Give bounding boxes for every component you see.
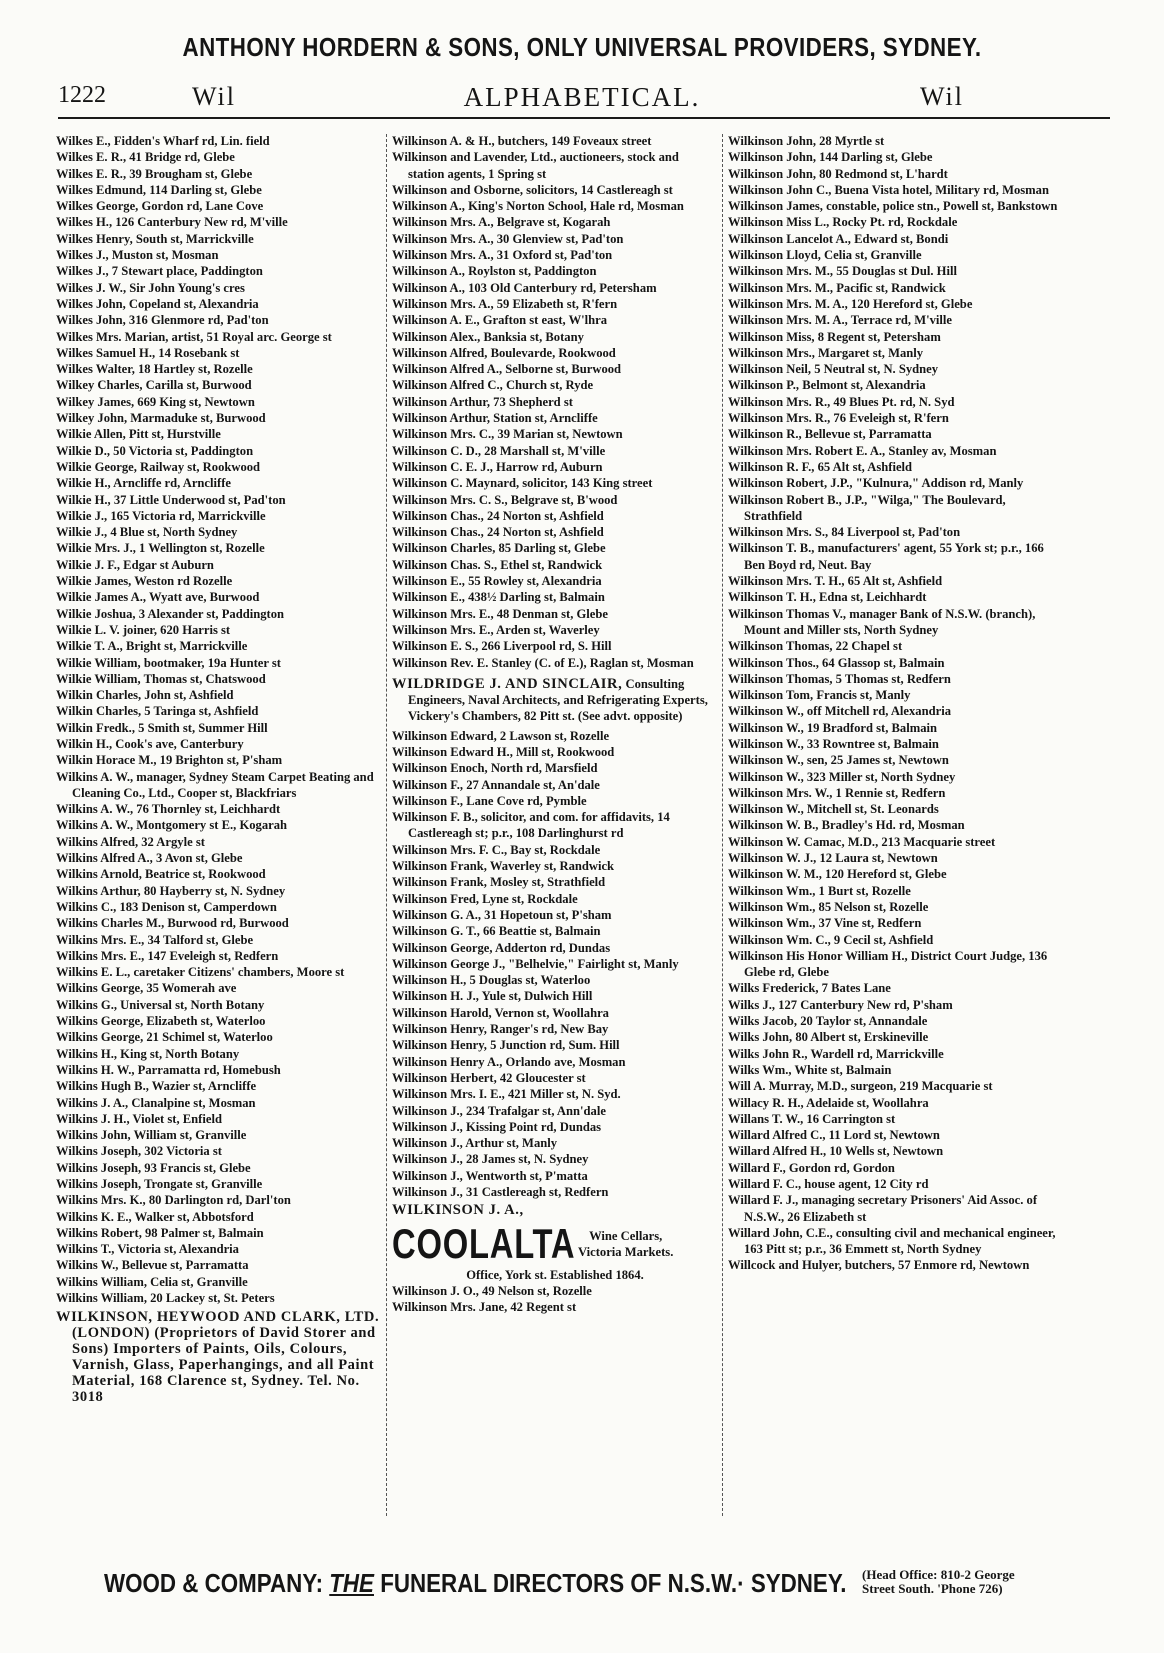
directory-entry: Wilkes Walter, 18 Hartley st, Rozelle xyxy=(56,362,253,377)
directory-entry: Wilkinson Edward, 2 Lawson st, Rozelle xyxy=(392,728,610,743)
directory-entry: Wilkinson J. O., 49 Nelson st, Rozelle xyxy=(392,1283,592,1298)
directory-entry: Wilkins William, 20 Lackey st, St. Peters xyxy=(56,1291,275,1306)
ad-side-line: Victoria Markets. xyxy=(578,1244,674,1259)
footer-advert xyxy=(0,1568,1164,1608)
directory-entry: Wilkie William, Thomas st, Chatswood xyxy=(56,671,266,686)
directory-entry: Wilkins A. W., manager, Sydney Steam Carpet Beating and Cleaning Co., Ltd., Cooper st, Blackfriars xyxy=(56,769,374,800)
directory-entry: Wilkinson Chas., 24 Norton st, Ashfield xyxy=(392,508,604,523)
directory-entry: Wilkinson Fred, Lyne st, Rockdale xyxy=(392,891,578,906)
directory-entry: Wilkey Charles, Carilla st, Burwood xyxy=(56,378,252,393)
directory-entry: Wilkinson Mrs. C., 39 Marian st, Newtown xyxy=(392,427,623,442)
directory-entry: Wilkinson Mrs., Margaret st, Manly xyxy=(728,345,924,360)
directory-entry: Wilkins George, Elizabeth st, Waterloo xyxy=(56,1014,266,1029)
directory-entry: Wilkinson Neil, 5 Neutral st, N. Sydney xyxy=(728,362,939,377)
directory-entry: Wilkinson Chas. S., Ethel st, Randwick xyxy=(392,557,603,572)
feature-name: WILDRIDGE J. AND SINCLAIR, xyxy=(392,675,623,692)
header-rule xyxy=(58,117,1110,119)
directory-entry: Wilkins Joseph, 302 Victoria st xyxy=(56,1144,222,1159)
directory-entry: Wilkinson A., King's Norton School, Hale rd, Mosman xyxy=(392,199,684,214)
directory-entry: Wilkie George, Railway st, Rookwood xyxy=(56,459,261,474)
column-divider xyxy=(722,134,724,1516)
directory-entry: Wilkinson Miss, 8 Regent st, Petersham xyxy=(728,329,941,344)
directory-entry: Wilkie H., Arncliffe rd, Arncliffe xyxy=(56,476,232,491)
directory-entry: Wilkinson Thomas, 22 Chapel st xyxy=(728,639,903,654)
column-3 xyxy=(728,133,1064,1525)
directory-entry: Wilkinson Henry, 5 Junction rd, Sum. Hill xyxy=(392,1038,620,1053)
directory-entry: Wilkin Horace M., 19 Brighton st, P'sham xyxy=(56,753,283,768)
directory-entry: Wilkinson H. J., Yule st, Dulwich Hill xyxy=(392,989,593,1004)
column-divider xyxy=(386,134,388,1516)
directory-entry: Wilkins Alfred A., 3 Avon st, Glebe xyxy=(56,851,243,866)
directory-entry: Wilkie James A., Wyatt ave, Burwood xyxy=(56,590,260,605)
directory-entry: Wilkes George, Gordon rd, Lane Cove xyxy=(56,199,264,214)
directory-entry: Wilkie T. A., Bright st, Marrickville xyxy=(56,639,248,654)
directory-entry: Wilkey James, 669 King st, Newtown xyxy=(56,394,255,409)
directory-entry: Wilkinson Mrs. A., 30 Glenview st, Pad'ton xyxy=(392,231,624,246)
directory-list xyxy=(56,133,382,1306)
directory-entry: Wilkins William, Celia st, Granville xyxy=(56,1274,248,1289)
directory-entry: Wilkinson A. & H., butchers, 149 Foveaux street xyxy=(392,134,652,148)
ad-side-line: Wine Cellars, xyxy=(589,1228,663,1243)
directory-entry: Wilkie William, bootmaker, 19a Hunter st xyxy=(56,655,281,670)
directory-entry: Wilkinson Robert, J.P., "Kulnura," Addison rd, Manly xyxy=(728,476,1024,491)
directory-entry: Wilkinson Mrs. C. S., Belgrave st, B'wood xyxy=(392,492,618,507)
directory-entry: Wilks Frederick, 7 Bates Lane xyxy=(728,981,891,996)
directory-entry: Wilkes E., Fidden's Wharf rd, Lin. field xyxy=(56,134,270,148)
directory-entry: Wilkinson T. B., manufacturers' agent, 55 York st; p.r., 166 Ben Boyd rd, Neut. Bay xyxy=(728,541,1044,572)
directory-list xyxy=(392,1283,718,1316)
directory-entry: Wilkinson Henry A., Orlando ave, Mosman xyxy=(392,1054,626,1069)
directory-entry: Wilkinson F., 27 Annandale st, An'dale xyxy=(392,777,600,792)
directory-entry: Wilkinson George J., "Belhelvie," Fairlight st, Manly xyxy=(392,956,679,971)
directory-entry: Wilkinson Wm., 1 Burt st, Rozelle xyxy=(728,883,911,898)
ad-body xyxy=(392,1219,718,1267)
directory-entry: Wilks J., 127 Canterbury New rd, P'sham xyxy=(728,997,953,1012)
directory-entry: Willard John, C.E., consulting civil and mechanical engineer, 163 Pitt st; p.r., 36 Emmett st, North Sydney xyxy=(728,1225,1056,1257)
directory-entry: Wilkinson W., 323 Miller st, North Sydney xyxy=(728,769,956,784)
directory-entry: Willacy R. H., Adelaide st, Woollahra xyxy=(728,1095,929,1110)
directory-entry: Wilkinson Wm. C., 9 Cecil st, Ashfield xyxy=(728,932,934,947)
directory-entry: Wilkie J., 165 Victoria rd, Marrickville xyxy=(56,508,266,523)
directory-entry: Wilkinson George, Adderton rd, Dundas xyxy=(392,940,611,955)
directory-entry: Wilkinson and Osborne, solicitors, 14 Castlereagh st xyxy=(392,182,673,197)
directory-entry: Wilkins Mrs. E., 147 Eveleigh st, Redfern xyxy=(56,948,279,963)
directory-entry: Wilkes J. W., Sir John Young's cres xyxy=(56,280,245,295)
directory-entry: Wilks Wm., White st, Balmain xyxy=(728,1062,892,1077)
directory-entry: Wilkinson Alfred A., Selborne st, Burwood xyxy=(392,362,622,377)
directory-entry: Wilkinson Thomas V., manager Bank of N.S.W. (branch), Mount and Miller sts, North Sydney xyxy=(728,606,1036,637)
directory-list xyxy=(392,728,718,1201)
directory-entry: Wilkie Joshua, 3 Alexander st, Paddington xyxy=(56,606,285,621)
directory-entry: Wilkinson E. S., 266 Liverpool rd, S. Hill xyxy=(392,639,612,654)
directory-entry: Wilkie J. F., Edgar st Auburn xyxy=(56,557,214,572)
directory-entry: Will A. Murray, M.D., surgeon, 219 Macquarie st xyxy=(728,1079,993,1094)
directory-entry: Wilkinson Tom, Francis st, Manly xyxy=(728,688,911,703)
directory-entry: Wilkins J. A., Clanalpine st, Mosman xyxy=(56,1095,256,1110)
directory-entry: Wilkinson P., Belmont st, Alexandria xyxy=(728,378,926,393)
directory-entry: Wilkins E. L., caretaker Citizens' chambers, Moore st xyxy=(56,965,345,980)
directory-entry: Wilkinson John C., Buena Vista hotel, Military rd, Mosman xyxy=(728,182,1049,197)
directory-entry: Wilkinson Rev. E. Stanley (C. of E.), Raglan st, Mosman xyxy=(392,655,694,670)
directory-entry: Wilkes Samuel H., 14 Rosebank st xyxy=(56,345,240,360)
directory-entry: Wilkinson James, constable, police stn., Powell st, Bankstown xyxy=(728,199,1058,214)
directory-entry: Wilkinson W. Camac, M.D., 213 Macquarie street xyxy=(728,834,996,849)
directory-entry: Wilkinson Charles, 85 Darling st, Glebe xyxy=(392,541,606,556)
directory-entry: Wilkinson E., 438½ Darling st, Balmain xyxy=(392,590,605,605)
directory-entry: Wilkins Arnold, Beatrice st, Rookwood xyxy=(56,867,266,882)
directory-entry: Wilkinson W., 19 Bradford st, Balmain xyxy=(728,720,938,735)
directory-entry: Wilkie Allen, Pitt st, Hurstville xyxy=(56,427,221,442)
directory-entry: Wilkinson Lancelot A., Edward st, Bondi xyxy=(728,231,949,246)
directory-entry: Wilkinson John, 144 Darling st, Glebe xyxy=(728,150,933,165)
directory-entry: Wilkinson Mrs. M. A., Terrace rd, M'ville xyxy=(728,313,952,328)
directory-entry: Wilkes E. R., 39 Brougham st, Glebe xyxy=(56,166,253,181)
ad-side xyxy=(578,1228,673,1260)
directory-entry: Willard F. J., managing secretary Prisoners' Aid Assoc. of N.S.W., 26 Elizabeth st xyxy=(728,1193,1038,1224)
directory-entry: Wilkinson W., off Mitchell rd, Alexandria xyxy=(728,704,951,719)
directory-entry: Wilkinson Alfred, Boulevarde, Rookwood xyxy=(392,345,616,360)
directory-entry: Wilkinson Frank, Mosley st, Strathfield xyxy=(392,875,606,890)
directory-entry: Wilkinson Harold, Vernon st, Woollahra xyxy=(392,1005,609,1020)
directory-entry: Wilkinson A., Roylston st, Paddington xyxy=(392,264,597,279)
directory-entry: Wilkin Charles, 5 Taringa st, Ashfield xyxy=(56,704,259,719)
directory-entry: Wilkinson Frank, Waverley st, Randwick xyxy=(392,859,615,874)
directory-entry: Wilkie D., 50 Victoria st, Paddington xyxy=(56,443,254,458)
directory-entry: Wilkinson C. Maynard, solicitor, 143 King street xyxy=(392,476,653,491)
footer-side-line: (Head Office: 810-2 George xyxy=(862,1567,1015,1582)
directory-entry: Wilkie H., 37 Little Underwood st, Pad'ton xyxy=(56,492,286,507)
directory-entry: Wilkinson Mrs. E., Arden st, Waverley xyxy=(392,622,600,637)
directory-entry: Wilkins A. W., 76 Thornley st, Leichhardt xyxy=(56,802,281,817)
directory-entry: Wilkinson W., 33 Rowntree st, Balmain xyxy=(728,736,939,751)
page-number: 1222 xyxy=(58,82,106,108)
directory-entry: Wilkinson F. B., solicitor, and com. for affidavits, 14 Castlereagh st; p.r., 108 Darlinghurst rd xyxy=(392,810,670,841)
directory-entry: Wilkes H., 126 Canterbury New rd, M'ville xyxy=(56,215,288,230)
directory-entry: Wilkinson Miss L., Rocky Pt. rd, Rockdale xyxy=(728,215,958,230)
directory-entry: Wilkinson W. M., 120 Hereford st, Glebe xyxy=(728,867,947,882)
directory-entry: Wilkinson Mrs. R., 49 Blues Pt. rd, N. Syd xyxy=(728,394,955,409)
directory-entry: Wilkinson C. D., 28 Marshall st, M'ville xyxy=(392,443,606,458)
directory-entry: Wilkins John, William st, Granville xyxy=(56,1128,247,1143)
directory-entry: Wilkes John, Copeland st, Alexandria xyxy=(56,296,259,311)
directory-list xyxy=(392,133,718,671)
ad-footer: Office, York st. Established 1864. xyxy=(466,1267,644,1282)
directory-entry: Wilkinson Arthur, 73 Shepherd st xyxy=(392,394,573,409)
directory-entry: Wilkinson Mrs. A., 59 Elizabeth st, R'fern xyxy=(392,296,618,311)
directory-entry: Willard Alfred H., 10 Wells st, Newtown xyxy=(728,1144,944,1159)
directory-entry: Wilkinson Mrs. W., 1 Rennie st, Redfern xyxy=(728,785,946,800)
directory-entry: Wilkin Fredk., 5 Smith st, Summer Hill xyxy=(56,720,268,735)
directory-entry: Wilkinson Mrs. Robert E. A., Stanley av, Mosman xyxy=(728,443,997,458)
ad-brand: COOLALTA xyxy=(392,1219,576,1267)
directory-entry: Wilkinson Lloyd, Celia st, Granville xyxy=(728,248,922,263)
directory-entry: Wilkins Mrs. E., 34 Talford st, Glebe xyxy=(56,932,254,947)
footer-middle: FUNERAL DIRECTORS OF N.S.W.· xyxy=(380,1568,745,1598)
directory-entry: Wilkins G., Universal st, North Botany xyxy=(56,997,265,1012)
directory-entry: Wilkinson Robert B., J.P., "Wilga," The Boulevard, Strathfield xyxy=(728,492,1006,523)
directory-entry: Wilkins Charles M., Burwood rd, Burwood xyxy=(56,916,289,931)
directory-entry: Wilkins K. E., Walker st, Abbotsford xyxy=(56,1209,254,1224)
directory-entry: Wilkes John, 316 Glenmore rd, Pad'ton xyxy=(56,313,269,328)
directory-entry: Wilkinson His Honor William H., District Court Judge, 136 Glebe rd, Glebe xyxy=(728,948,1048,980)
directory-entry: Wilkinson Mrs. M., Pacific st, Randwick xyxy=(728,280,946,295)
directory-entry: Wilkin H., Cook's ave, Canterbury xyxy=(56,736,244,751)
directory-entry: Wilks John R., Wardell rd, Marrickville xyxy=(728,1046,944,1061)
footer-main xyxy=(104,1568,847,1599)
directory-entry: Wilkes J., Muston st, Mosman xyxy=(56,248,219,263)
directory-entry: Wilkinson J., Arthur st, Manly xyxy=(392,1136,558,1151)
directory-entry: Wilkins Hugh B., Wazier st, Arncliffe xyxy=(56,1079,257,1094)
directory-entry: Wilkinson A., 103 Old Canterbury rd, Petersham xyxy=(392,280,657,295)
directory-entry: Wilkes E. R., 41 Bridge rd, Glebe xyxy=(56,150,235,165)
directory-entry: Wilkins T., Victoria st, Alexandria xyxy=(56,1242,239,1257)
directory-entry: Wilkinson John, 80 Redmond st, L'hardt xyxy=(728,166,948,181)
directory-entry: Wilkes Henry, South st, Marrickville xyxy=(56,231,254,246)
directory-entry: Wilkinson F., Lane Cove rd, Pymble xyxy=(392,793,587,808)
directory-entry: Wilkinson Thomas, 5 Thomas st, Redfern xyxy=(728,671,951,686)
directory-entry: Wilkinson Herbert, 42 Gloucester st xyxy=(392,1070,586,1085)
directory-entry: Wilkinson Enoch, North rd, Marsfield xyxy=(392,761,598,776)
directory-entry: Wilkes J., 7 Stewart place, Paddington xyxy=(56,264,263,279)
directory-entry: Wilkinson R., Bellevue st, Parramatta xyxy=(728,427,932,442)
directory-entry: Wilkins Mrs. K., 80 Darlington rd, Darl'ton xyxy=(56,1193,291,1208)
directory-entry: Wilkinson Mrs. I. E., 421 Miller st, N. Syd. xyxy=(392,1087,621,1102)
directory-entry: Wilkins Arthur, 80 Hayberry st, N. Sydney xyxy=(56,883,286,898)
directory-entry: Wilkins H., King st, North Botany xyxy=(56,1046,240,1061)
directory-entry: Wilkinson Mrs. A., 31 Oxford st, Pad'ton xyxy=(392,248,613,263)
directory-entry: Wilkinson John, 28 Myrtle st xyxy=(728,134,885,148)
directory-entry: Wilkie James, Weston rd Rozelle xyxy=(56,574,233,589)
directory-entry: Wilkinson Edward H., Mill st, Rookwood xyxy=(392,744,615,759)
directory-entry: Wilkes Edmund, 114 Darling st, Glebe xyxy=(56,182,262,197)
footer-side-line: Street South. 'Phone 726) xyxy=(862,1581,1003,1596)
directory-entry: Wilkinson Mrs. T. H., 65 Alt st, Ashfield xyxy=(728,574,943,589)
directory-entry: Wilkinson Thos., 64 Glassop st, Balmain xyxy=(728,655,945,670)
directory-entry: Wilkinson Mrs. M., 55 Douglas st Dul. Hill xyxy=(728,264,957,279)
directory-entry: Wilkins W., Bellevue st, Parramatta xyxy=(56,1258,249,1273)
directory-entry: Wilkinson W., sen, 25 James st, Newtown xyxy=(728,753,949,768)
directory-entry: Wilkinson J., 234 Trafalgar st, Ann'dale xyxy=(392,1103,606,1118)
directory-entry: Wilkinson G. T., 66 Beattie st, Balmain xyxy=(392,924,601,939)
directory-entry: Wilkins J. H., Violet st, Enfield xyxy=(56,1111,222,1126)
directory-entry: Wilkins Joseph, 93 Francis st, Glebe xyxy=(56,1160,251,1175)
section-title: ALPHABETICAL. xyxy=(463,82,701,112)
directory-entry: Wilkinson Wm., 37 Vine st, Redfern xyxy=(728,916,922,931)
footer-side xyxy=(862,1568,1015,1596)
directory-entry: Wilkey John, Marmaduke st, Burwood xyxy=(56,411,266,426)
directory-entry: Wilkinson Mrs. M. A., 120 Hereford st, Glebe xyxy=(728,296,973,311)
directory-entry: Wilkins Joseph, Trongate st, Granville xyxy=(56,1177,263,1191)
footer-left: WOOD & COMPANY: xyxy=(104,1568,324,1598)
directory-entry: Willcock and Hulyer, butchers, 57 Enmore rd, Newtown xyxy=(728,1258,1030,1273)
directory-entry: Willard F. C., house agent, 12 City rd xyxy=(728,1177,929,1191)
directory-entry: Wilkie J., 4 Blue st, North Sydney xyxy=(56,525,238,540)
directory-entry: Wilkinson Alfred C., Church st, Ryde xyxy=(392,378,594,393)
directory-entry: Wilkins George, 35 Womerah ave xyxy=(56,981,237,996)
directory-entry: Wilkinson Henry, Ranger's rd, New Bay xyxy=(392,1022,609,1037)
directory-entry: Wilkes Mrs. Marian, artist, 51 Royal arc. George st xyxy=(56,329,332,344)
column-1 xyxy=(56,133,382,1525)
directory-entry: Wilkinson Mrs. A., Belgrave st, Kogarah xyxy=(392,215,611,230)
directory-entry: Willard F., Gordon rd, Gordon xyxy=(728,1160,895,1175)
directory-entry: Wilks Jacob, 20 Taylor st, Annandale xyxy=(728,1014,928,1029)
left-keyword: Wil xyxy=(192,82,236,111)
directory-entry: Wilkinson and Lavender, Ltd., auctioneers, stock and station agents, 1 Spring st xyxy=(392,150,679,181)
directory-entry: Wilkinson J., Wentworth st, P'matta xyxy=(392,1168,588,1183)
publisher-banner: ANTHONY HORDERN & SONS, ONLY UNIVERSAL PROVIDERS, SYDNEY. xyxy=(182,32,982,62)
footer-the: THE xyxy=(329,1568,374,1598)
feature-entry: WILKINSON, HEYWOOD AND CLARK, LTD. (LONDON) (Proprietors of David Storer and Sons) Importers of Paints, Oils, Colours, Varnish, Glass, Paperhangings, and all Paint Material, 168 Clarence st, Sydney. Tel. No. 3018 xyxy=(56,1309,380,1406)
directory-entry: Wilkinson Arthur, Station st, Arncliffe xyxy=(392,411,598,426)
directory-entry: Wilkinson C. E. J., Harrow rd, Auburn xyxy=(392,459,603,474)
directory-entry: Wilkinson T. H., Edna st, Leichhardt xyxy=(728,590,927,605)
directory-entry: Wilkinson G. A., 31 Hopetoun st, P'sham xyxy=(392,907,612,922)
directory-entry: Willans T. W., 16 Carrington st xyxy=(728,1111,896,1126)
advertisement xyxy=(392,1202,718,1283)
directory-entry: Wilkinson E., 55 Rowley st, Alexandria xyxy=(392,574,602,589)
directory-entry: Wilkins C., 183 Denison st, Camperdown xyxy=(56,899,277,914)
directory-entry: Wilkinson Mrs. S., 84 Liverpool st, Pad'ton xyxy=(728,525,961,540)
directory-entry: Wilkinson W., Mitchell st, St. Leonards xyxy=(728,802,939,817)
directory-entry: Wilkins H. W., Parramatta rd, Homebush xyxy=(56,1062,281,1077)
directory-entry: Wilkins Robert, 98 Palmer st, Balmain xyxy=(56,1225,264,1240)
directory-entry: Wilkin Charles, John st, Ashfield xyxy=(56,688,234,703)
directory-entry: Wilkins A. W., Montgomery st E., Kogarah xyxy=(56,818,288,833)
directory-entry: Willard Alfred C., 11 Lord st, Newtown xyxy=(728,1128,940,1143)
directory-entry: Wilkie Mrs. J., 1 Wellington st, Rozelle xyxy=(56,541,265,556)
directory-entry: Wilkinson Mrs. R., 76 Eveleigh st, R'fern xyxy=(728,411,949,426)
directory-entry: Wilks John, 80 Albert st, Erskineville xyxy=(728,1030,929,1045)
feature-entry xyxy=(392,676,718,725)
directory-entry: Wilkinson Mrs. E., 48 Denman st, Glebe xyxy=(392,606,608,621)
directory-entry: Wilkie L. V. joiner, 620 Harris st xyxy=(56,622,231,637)
directory-entry: Wilkinson J., Kissing Point rd, Dundas xyxy=(392,1119,602,1134)
directory-entry: Wilkins George, 21 Schimel st, Waterloo xyxy=(56,1030,273,1045)
directory-entry: Wilkinson R. F., 65 Alt st, Ashfield xyxy=(728,459,913,474)
directory-entry: Wilkinson H., 5 Douglas st, Waterloo xyxy=(392,973,591,988)
directory-entry: Wilkinson A. E., Grafton st east, W'lhra xyxy=(392,313,608,328)
directory-entry: Wilkinson Wm., 85 Nelson st, Rozelle xyxy=(728,899,929,914)
directory-entry: Wilkinson W. J., 12 Laura st, Newtown xyxy=(728,851,938,866)
directory-entry: Wilkinson Alex., Banksia st, Botany xyxy=(392,329,584,344)
feature-text: Consulting Engineers, Naval Architects, and Refrigerating Experts, Vickery's Chambers, 82 Pitt st. (See advt. opposite) xyxy=(408,676,708,724)
ad-title: WILKINSON J. A., xyxy=(392,1202,524,1219)
directory-list xyxy=(728,133,1064,1274)
directory-entry: Wilkinson W. B., Bradley's Hd. rd, Mosman xyxy=(728,818,965,833)
directory-entry: Wilkinson Chas., 24 Norton st, Ashfield xyxy=(392,525,604,540)
directory-entry: Wilkins Alfred, 32 Argyle st xyxy=(56,834,205,849)
directory-entry: Wilkinson Mrs. F. C., Bay st, Rockdale xyxy=(392,842,601,857)
directory-entry: Wilkinson Mrs. Jane, 42 Regent st xyxy=(392,1300,577,1315)
column-2 xyxy=(392,133,718,1525)
right-keyword: Wil xyxy=(920,82,964,111)
directory-entry: Wilkinson J., 31 Castlereagh st, Redfern xyxy=(392,1185,609,1199)
directory-entry: Wilkinson J., 28 James st, N. Sydney xyxy=(392,1152,589,1167)
footer-city: SYDNEY. xyxy=(750,1568,847,1598)
